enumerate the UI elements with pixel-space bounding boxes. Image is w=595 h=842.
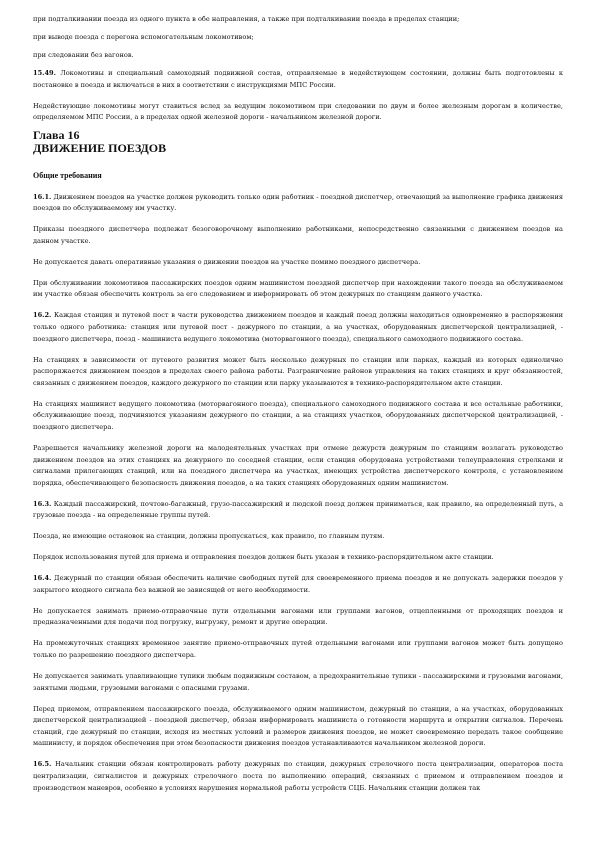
- chapter-title: ДВИЖЕНИЕ ПОЕЗДОВ: [33, 140, 167, 155]
- paragraph: При обслуживании локомотивов пассажирских поездов одним машинистом поездной диспетчер при нахождении такого поезда на обслуживаемом им участке обязан обеспечить контроль за его следованием и информировать об этом дежурных по станциям данного участка.: [33, 278, 563, 299]
- chapter-label: Глава 16: [33, 127, 80, 142]
- clause-number: 16.1.: [33, 192, 52, 201]
- paragraph: Приказы поездного диспетчера подлежат безоговорочному выполнению работниками, непосредственно связанными с движением поездов на данном участке.: [33, 225, 563, 245]
- paragraph: Разрешается начальнику железной дороги на малодеятельных участках при отмене дежурств дежурным по станциям возлагать руководство движением поездов на этих станциях на дежурного по соседней станции, если станция оборудована устройствами телеуправления стрелками и сигналами прилегающих станций, или на поездного диспетчера на участках, имеющих устройства диспетчерского контроля, с установлением порядка, обеспечивающего безопасность движения поездов, а на таких станциях оборудованных одним машинистом.: [33, 443, 563, 487]
- paragraph: Не допускается занимать приемо-отправочные пути отдельными вагонами или группами вагонов, отцепленными от проходящих поездов и предназначенными для подачи под погрузку, выгрузку, ремонт и другие операции.: [33, 606, 563, 627]
- paragraph: 16.1. Движением поездов на участке должен руководить только один работник - поездной диспетчер, отвечающий за выполнение графика движения поездов по обслуживаемому им участку.: [33, 192, 563, 213]
- clause-number: 16.5.: [33, 760, 52, 769]
- paragraph: На промежуточных станциях временное занятие приемо-отправочных путей отдельными вагонами или группами вагонов может быть допущено только по разрешению поездного диспетчера.: [33, 639, 563, 660]
- paragraph: 15.49. Локомотивы и специальный самоходный подвижной состав, отправляемые в недействующем состоянии, должны быть подготовлены к постановке в поезда и включаться в них в соответствии с инструкциями МПС России.: [33, 68, 563, 89]
- paragraph: На станциях машинист ведущего локомотива (моторвагонного поезда), специального самоходного подвижного состава и все остальные работники, обслуживающие поезд, подчиняются указаниям дежурного по станции, а на станциях участков, оборудованных диспетчерской централизацией, - поездного диспетчера.: [33, 399, 563, 431]
- paragraph: Порядок использования путей для приема и отправления поездов должен быть указан в технико-распорядительном акте станции.: [33, 553, 494, 562]
- paragraph: Недействующие локомотивы могут ставиться вслед за ведущим локомотивом при следовании по двум и более железным дорогам в количестве, определяемом МПС России, а в пределах одной железной дороги - начальником железной дороги.: [33, 101, 563, 122]
- paragraph: На станциях в зависимости от путевого развития может быть несколько дежурных по станции или парках, каждый из которых единолично распоряжается движением поездов в пределах своего района работы. Разграничение районов управления на таких станциях и круг обязанностей, связанных с движением поездов, каждого дежурного по станции или парку указываются в технико-распорядительном акте станции.: [33, 355, 563, 387]
- clause-number: 15.49.: [33, 68, 56, 77]
- paragraph: 16.4. Дежурный по станции обязан обеспечить наличие свободных путей для своевременного приема поездов и не допускать задержки поездов у закрытого входного сигнала без важной не зависящей от него необходимости.: [33, 574, 563, 594]
- paragraph: Поезда, не имеющие остановок на станции, должны пропускаться, как правило, по главным путям.: [33, 532, 385, 541]
- paragraph: Не допускается занимать улавливающие тупики любым подвижным составом, а предохранительные тупики - пассажирскими и грузовыми вагонами, занятыми людьми, грузовыми вагонами с опасными грузами.: [33, 672, 563, 692]
- paragraph: Не допускается давать оперативные указания о движении поездов на участке помимо поездного диспетчера.: [33, 257, 421, 266]
- clause-number: 16.3.: [33, 499, 52, 508]
- paragraph: Перед приемом, отправлением пассажирского поезда, обслуживаемого одним машинистом, дежурный по станции, а на участках, оборудованных диспетчерской централизацией - поездной диспетчер, обязан информировать машиниста о готовности маршрута и открытии сигналов. Перечень станций, где дежурный по станции, исходя из местных условий и размеров движения поездов, не может своевременно передать такое сообщение машинисту, и порядок обеспечения при этом безопасности движения поездов устанавливаются начальником железной дороги.: [33, 704, 563, 748]
- paragraph: 16.2. Каждая станция и путевой пост в части руководства движением поездов и каждый поезд должны находиться одновременно в распоряжении только одного работника: станция или путевой пост - дежурного по станции, а на участках, оборудованных диспетчерской централизацией, - поездного диспетчера, поезд - машиниста ведущего локомотива (моторвагонного поезда), специального самоходного подвижного состава.: [33, 311, 563, 343]
- document-page: [33, 14, 563, 804]
- paragraph: при выводе поезда с перегона вспомогательным локомотивом;: [33, 32, 254, 41]
- paragraph: при следовании без вагонов.: [33, 50, 134, 59]
- clause-number: 16.4.: [33, 574, 52, 583]
- clause-number: 16.2.: [33, 311, 52, 320]
- paragraph: 16.5. Начальник станции обязан контролировать работу дежурных по станции, дежурных стрелочного поста централизации, операторов поста централизации, сигналистов и дежурных стрелочного поста по выполнению операций, связанных с приемом и отправлением поездов и производством маневров, особенно в условиях нарушения нормальной работы устройств СЦБ. Начальник станции должен так: [33, 760, 563, 792]
- section-heading: Общие требования: [33, 170, 102, 180]
- paragraph: при подталкивании поезда из одного пункта в обе направления, а также при подталкивании поезда в пределах станции;: [33, 15, 460, 23]
- paragraph: 16.3. Каждый пассажирский, почтово-багажный, грузо-пассажирский и людской поезд должен приниматься, как правило, на определенный путь, а грузовые поезда - на определенные группы путей.: [33, 499, 563, 520]
